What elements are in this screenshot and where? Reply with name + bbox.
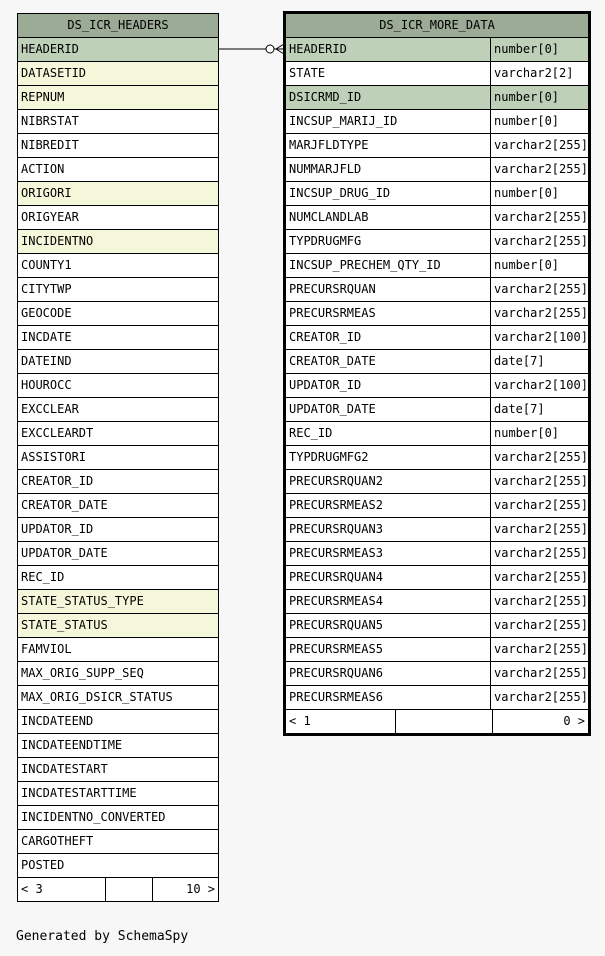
- column-name: TYPDRUGMFG2: [289, 450, 369, 464]
- children-count[interactable]: 10 >: [186, 882, 215, 896]
- column-type: varchar2[255]: [490, 662, 588, 685]
- column-type: varchar2[255]: [490, 230, 588, 253]
- column-name: UPDATOR_ID: [289, 378, 362, 392]
- column-name: CARGOTHEFT: [21, 834, 94, 848]
- column-name: PRECURSRQUAN2: [289, 474, 383, 488]
- column-name: ACTION: [21, 162, 65, 176]
- column-type: varchar2[100]: [490, 374, 588, 397]
- column-name: NUMCLANDLAB: [289, 210, 369, 224]
- column-name: INCIDENTNO: [21, 234, 94, 248]
- column-type: varchar2[255]: [490, 638, 588, 661]
- column-name: INCDATE: [21, 330, 72, 344]
- column-type: varchar2[255]: [490, 686, 588, 709]
- column-name: INCDATESTART: [21, 762, 108, 776]
- column-type: varchar2[255]: [490, 518, 588, 541]
- column-type: varchar2[255]: [490, 278, 588, 301]
- column-type: varchar2[255]: [490, 158, 588, 181]
- column-name: INCSUP_PRECHEM_QTY_ID: [289, 258, 441, 272]
- column-type: varchar2[255]: [490, 614, 588, 637]
- column-name: REPNUM: [21, 90, 65, 104]
- column-name: INCSUP_DRUG_ID: [289, 186, 391, 200]
- column-name: EXCCLEARDT: [21, 426, 94, 440]
- column-name: CREATOR_ID: [21, 474, 94, 488]
- column-name: HEADERID: [21, 42, 79, 56]
- column-name: INCDATEEND: [21, 714, 94, 728]
- column-type: varchar2[255]: [490, 134, 588, 157]
- column-name: POSTED: [21, 858, 65, 872]
- table-title[interactable]: DS_ICR_HEADERS: [18, 14, 218, 38]
- zero-marker: [266, 45, 274, 53]
- column-name: NIBREDIT: [21, 138, 79, 152]
- column-type: varchar2[255]: [490, 590, 588, 613]
- column-name: PRECURSRQUAN5: [289, 618, 383, 632]
- column-type: date[7]: [490, 398, 588, 421]
- column-name: MAX_ORIG_DSICR_STATUS: [21, 690, 173, 704]
- column-name: INCDATESTARTTIME: [21, 786, 137, 800]
- parents-count[interactable]: < 1: [286, 710, 396, 733]
- column-name: INCDATEENDTIME: [21, 738, 123, 752]
- column-type: varchar2[255]: [490, 206, 588, 229]
- column-name: INCIDENTNO_CONVERTED: [21, 810, 166, 824]
- column-name: FAMVIOL: [21, 642, 72, 656]
- column-name: CREATOR_ID: [289, 330, 362, 344]
- column-name: UPDATOR_DATE: [289, 402, 376, 416]
- children-count[interactable]: 0 >: [563, 714, 585, 728]
- column-type: varchar2[255]: [490, 566, 588, 589]
- column-type: varchar2[255]: [490, 302, 588, 325]
- column-name: STATE_STATUS: [21, 618, 108, 632]
- column-name: CREATOR_DATE: [289, 354, 376, 368]
- column-name: PRECURSRMEAS2: [289, 498, 383, 512]
- column-name: REC_ID: [21, 570, 65, 584]
- column-name: COUNTY1: [21, 258, 72, 272]
- column-type: varchar2[255]: [490, 542, 588, 565]
- parents-count[interactable]: < 3: [18, 878, 106, 901]
- column-name: STATE: [289, 66, 326, 80]
- column-type: varchar2[255]: [490, 446, 588, 469]
- column-name: UPDATOR_DATE: [21, 546, 108, 560]
- column-name: GEOCODE: [21, 306, 72, 320]
- column-name: PRECURSRQUAN3: [289, 522, 383, 536]
- column-name: PRECURSRMEAS4: [289, 594, 383, 608]
- column-name: EXCCLEAR: [21, 402, 79, 416]
- table-title[interactable]: DS_ICR_MORE_DATA: [286, 14, 588, 38]
- column-name: NUMMARJFLD: [289, 162, 362, 176]
- column-type: varchar2[255]: [490, 494, 588, 517]
- column-name: TYPDRUGMFG: [289, 234, 362, 248]
- column-name: PRECURSRMEAS: [289, 306, 376, 320]
- column-name: PRECURSRQUAN4: [289, 570, 383, 584]
- column-name: PRECURSRQUAN: [289, 282, 376, 296]
- column-name: REC_ID: [289, 426, 333, 440]
- column-type: date[7]: [490, 350, 588, 373]
- column-name: PRECURSRMEAS6: [289, 690, 383, 704]
- column-name: HOUROCC: [21, 378, 72, 392]
- column-name: MAX_ORIG_SUPP_SEQ: [21, 666, 144, 680]
- crowfoot-lower: [276, 49, 284, 54]
- column-name: MARJFLDTYPE: [289, 138, 369, 152]
- column-name: ORIGYEAR: [21, 210, 79, 224]
- column-name: UPDATOR_ID: [21, 522, 94, 536]
- generated-by-label: Generated by SchemaSpy: [16, 929, 189, 944]
- column-name: DSICRMD_ID: [289, 90, 362, 104]
- column-type: number[0]: [490, 110, 588, 133]
- column-name: DATEIND: [21, 354, 72, 368]
- column-name: INCSUP_MARIJ_ID: [289, 114, 398, 128]
- column-name: PRECURSRMEAS5: [289, 642, 383, 656]
- column-name: CITYTWP: [21, 282, 72, 296]
- column-name: CREATOR_DATE: [21, 498, 108, 512]
- column-name: ASSISTORI: [21, 450, 87, 464]
- column-name: PRECURSRQUAN6: [289, 666, 383, 680]
- column-name: DATASETID: [21, 66, 87, 80]
- crowfoot-upper: [276, 44, 284, 49]
- column-type: varchar2[2]: [490, 62, 588, 85]
- column-type: varchar2[100]: [490, 326, 588, 349]
- column-type: varchar2[255]: [490, 470, 588, 493]
- column-name: STATE_STATUS_TYPE: [21, 594, 144, 608]
- column-name: HEADERID: [289, 42, 347, 56]
- column-type: number[0]: [490, 86, 588, 109]
- column-name: PRECURSRMEAS3: [289, 546, 383, 560]
- column-type: number[0]: [490, 38, 588, 61]
- column-name: ORIGORI: [21, 186, 72, 200]
- column-type: number[0]: [490, 254, 588, 277]
- column-type: number[0]: [490, 422, 588, 445]
- column-type: number[0]: [490, 182, 588, 205]
- column-name: NIBRSTAT: [21, 114, 79, 128]
